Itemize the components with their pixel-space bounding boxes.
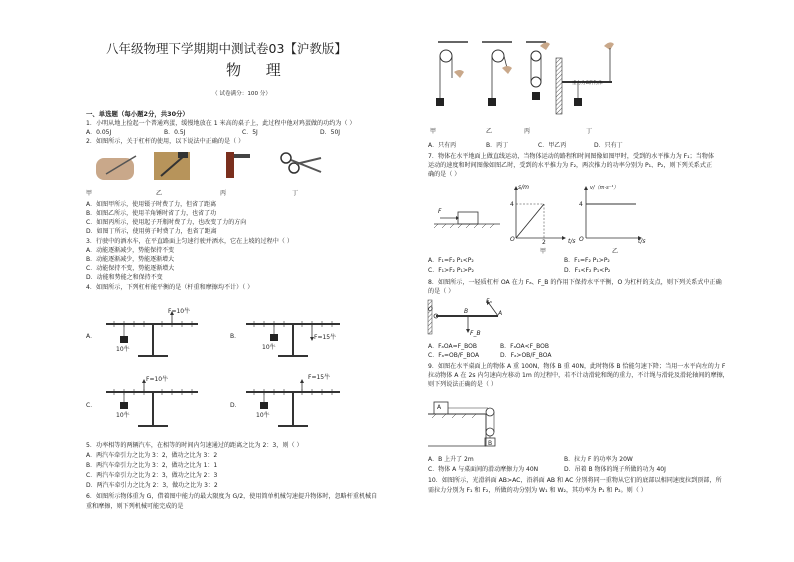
- lever-c-force: F=10牛: [146, 376, 169, 383]
- q8-stem-line1: 8．如图所示，一轻质杠杆 OA 在力 Fₐ、F_B 的作用下保持水平平衡，O 为杠杆的支点，则下列关系式中正确: [428, 279, 722, 286]
- q4-stem: 4．如图所示，下列杠杆能平衡的是（杆重和摩擦均不计）（ ）: [86, 284, 254, 291]
- q5-option-d: D．两汽车牵引力之比为 2：3，做功之比为 3：2: [86, 482, 218, 489]
- q6-label-jia: 甲: [430, 128, 437, 135]
- lever-b-force: F=15牛: [314, 334, 337, 341]
- q9-stem-line1: 9．如图在水平桌面上的物体 A 重 100N，物体 B 重 40N，此时物体 B 恰能匀速下降；当用一水平向左的力 F: [428, 363, 726, 370]
- q7-jia-line: [516, 204, 544, 238]
- right-column: [424, 0, 764, 562]
- q7-option-a: A．F₁=F₂ P₁<P₂: [428, 257, 474, 264]
- q9-option-b: B．拉力 F 的功率为 20W: [564, 456, 633, 463]
- q6-label-yi: 乙: [486, 128, 493, 135]
- q6-stem-line1: 6．如图所示物体重为 G，借着图中能力的最大限度为 G/2，使用简单机械匀速提升物体时，忽略杆重机械自: [86, 493, 378, 500]
- q7-graph-yi: [576, 184, 646, 248]
- lever-a-force: F=10牛: [168, 308, 191, 315]
- q3-option-b: B．动能逐渐减少，势能逐渐增大: [86, 256, 175, 263]
- q6-option-b: B．丙丁: [486, 142, 509, 149]
- q8-label-a: A: [498, 310, 503, 317]
- lever-d-weight: 10牛: [256, 412, 270, 419]
- q3-option-d: D．动能和势能之和保持不变: [86, 274, 163, 281]
- q7-yi-xlabel: t/s: [638, 238, 646, 245]
- subject-title: 物 理: [226, 61, 291, 79]
- q7-force-label: F: [438, 208, 442, 215]
- q8-label-fb: F_B: [470, 330, 481, 337]
- lever-a-figure: [98, 302, 208, 360]
- q9-option-d: D．吊着 B 物体的绳子所做的功为 40J: [564, 466, 666, 473]
- q8-option-b: B．FₐOA<F_BOB: [500, 343, 549, 350]
- q7-yi-ytick: 4: [579, 201, 583, 208]
- q2-label-ding: 丁: [292, 190, 299, 197]
- q1-option-a: A．0.05J: [86, 129, 112, 136]
- q2-figures: [86, 148, 336, 190]
- q9-option-a: A．B 上升了 2m: [428, 456, 474, 463]
- q3-option-a: A．动能逐渐减少，势能保持不变: [86, 247, 175, 254]
- q3-option-c: C．动能保持不变，势能逐渐增大: [86, 265, 175, 272]
- q6-label-ding: 丁: [586, 128, 593, 135]
- q2-label-yi: 乙: [156, 190, 163, 197]
- q4-letter-d: D．: [230, 402, 241, 409]
- q1-option-c: C．5J: [242, 129, 258, 136]
- q7-option-d: D．F₁<F₂ P₁<P₂: [564, 267, 611, 274]
- q2-option-b: B．如图乙所示，使用羊角锤时省了力，也省了功: [86, 210, 217, 217]
- lever-b-figure: [240, 302, 350, 360]
- lever-a-weight: 10牛: [116, 346, 130, 353]
- q9-stem-line3: 则下列说法正确的是（ ）: [428, 381, 497, 388]
- q8-option-c: C．Fₐ=OB/F_BOA: [428, 352, 480, 359]
- q7-yi-origin: O: [579, 236, 584, 243]
- q8-lever-figure: [428, 296, 508, 340]
- q7-block-figure: [434, 208, 504, 238]
- q7-stem-line3: 确的是（ ）: [428, 171, 461, 178]
- q8-option-a: A．FₐOA=F_BOB: [428, 343, 477, 350]
- q7-jia-ylabel: s/m: [518, 184, 529, 191]
- q4-letter-b: B．: [230, 333, 241, 340]
- q6-option-a: A．只有丙: [428, 142, 457, 149]
- q8-label-o: O: [428, 306, 433, 313]
- q9-label-b: B: [488, 440, 493, 447]
- q4-letter-c: C．: [86, 402, 97, 409]
- score-note: （ 试卷满分：100 分）: [212, 91, 271, 97]
- q1-option-d: D．50J: [320, 129, 341, 136]
- q8-label-fa: Fₐ: [486, 298, 492, 305]
- scissors-image: [281, 153, 291, 163]
- lever-c-weight: 10牛: [116, 412, 130, 419]
- q7-jia-ytick: 4: [510, 201, 514, 208]
- lever-d-force: F=15牛: [308, 374, 331, 381]
- page-title: 八年级物理下学期期中测试卷03【沪教版】: [106, 41, 347, 56]
- q7-option-c: C．F₁>F₂ P₁>P₂: [428, 267, 474, 274]
- q7-jia-xlabel: t/s: [568, 238, 576, 245]
- q6-label-bing: 丙: [524, 128, 531, 135]
- q2-option-a: A．如图甲所示，使用镊子时费了力，但省了距离: [86, 201, 217, 208]
- q7-graph-jia: [508, 184, 568, 248]
- q7-jia-name: 甲: [540, 248, 547, 255]
- opener-image: [234, 154, 250, 158]
- q2-option-c: C．如图丙所示，使用起子开瓶时费了力，也改变了力的方向: [86, 219, 247, 226]
- q7-yi-ylabel: v/（m·s⁻¹）: [590, 185, 619, 191]
- q7-jia-xtick: 2: [542, 239, 546, 246]
- q5-stem: 5．功率相等的两辆汽车，在相等的时间内匀速通过的距离之比为 2：3，则（ ）: [86, 442, 303, 449]
- bottle-image: [226, 152, 234, 178]
- lever-b-weight: 10牛: [262, 344, 276, 351]
- q3-stem: 3．行驶中的酒水车，在平直路面上匀速行驶并洒水，它在上坡的过程中（ ）: [86, 238, 293, 245]
- q8-stem-line2: 的是（ ）: [428, 288, 455, 295]
- q7-yi-name: 乙: [612, 248, 619, 255]
- q7-jia-origin: O: [510, 236, 515, 243]
- q7-stem-line2: 运动的速度和时间图像如图乙时，受到的水平推力为 F₂，两次推力的功率分别为 P₁、P₂，则下列关系式正: [428, 162, 713, 169]
- left-column: [84, 0, 406, 562]
- q5-option-c: C．两汽车牵引力之比为 2：3，做功之比为 2：3: [86, 472, 218, 479]
- lever-d-figure: [240, 370, 350, 430]
- q1-option-b: B．0.5J: [164, 129, 186, 136]
- q2-stem: 2．如图所示，关于杠杆的使用，以下说法中正确的是（ ）: [86, 138, 245, 145]
- q6-fig-note: 重力为G的物体: [572, 81, 603, 86]
- q7-option-b: B．F₁=F₂ P₁>P₂: [564, 257, 610, 264]
- q2-label-bing: 丙: [220, 190, 227, 197]
- q2-label-jia: 甲: [86, 190, 93, 197]
- q7-stem-line1: 7．物体在水平地面上做直线运动，当物体运动的路程和时间图像如图甲时，受到的水平推力为 F₁；当物体: [428, 153, 714, 160]
- q6-option-d: D．只有丁: [594, 142, 623, 149]
- q6-stem-line2: 重和摩擦，则下列机械可能完成的是: [86, 503, 184, 510]
- q2-option-d: D．如图丁所示，使用剪子时费了力，也省了距离: [86, 228, 217, 235]
- q9-stem-line2: 拉动物体 A 在 2s 内匀速向左移动 1m 的过程中，若不计动滑轮和绳的重力，不计绳与滑轮及滑轮轴间的摩擦，: [428, 372, 729, 379]
- section-heading: 一、单选题（每小题2分，共30分）: [86, 110, 189, 118]
- q9-pulley-figure: [428, 392, 538, 448]
- q5-option-a: A．两汽车牵引力之比为 3：2，做功之比为 3：2: [86, 452, 218, 459]
- q10-stem-line2: 需拉力分别为 F₁ 和 F₂，所做的功分别为 W₁ 和 W₂，其功率为 P₁ 和 P₂。则（ ）: [428, 487, 647, 494]
- q8-option-d: D．Fₐ>OB/F_BOA: [500, 352, 552, 359]
- q6-option-c: C．甲乙丙: [538, 142, 567, 149]
- q9-option-c: C．物体 A 与桌面间的滑动摩擦力为 40N: [428, 466, 539, 473]
- q5-option-b: B．两汽车牵引力之比为 3：2，做功之比为 1：1: [86, 462, 218, 469]
- q10-stem-line1: 10．如图所示，光滑斜面 AB>AC，沿斜面 AB 和 AC 分别将同一重物从它们的底部以相同速度拉到顶部，所: [428, 477, 722, 484]
- q9-label-a: A: [437, 404, 442, 411]
- q4-letter-a: A．: [86, 333, 97, 340]
- q8-label-b: B: [464, 308, 469, 315]
- q1-stem: 1．小明从地上捡起一个普通鸡蛋，缓慢地放在 1 米高的桌子上，此过程中他对鸡蛋做的功约为（ ）: [86, 120, 356, 127]
